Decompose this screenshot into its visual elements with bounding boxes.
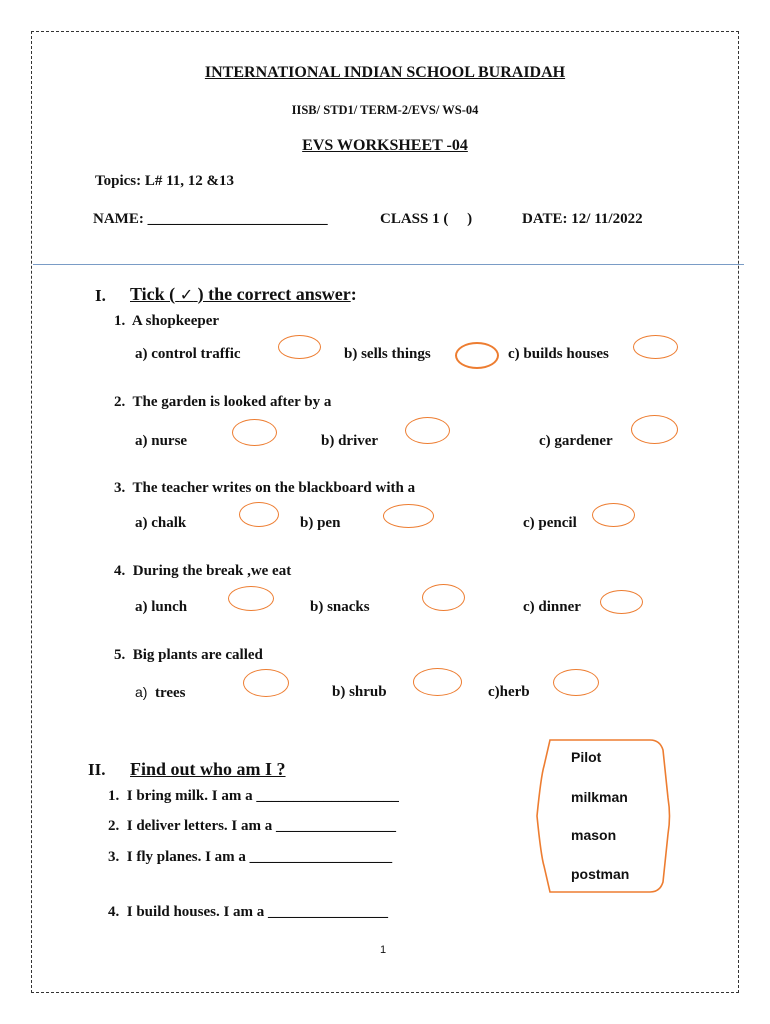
tick-icon: ✓	[179, 285, 194, 304]
question-2: 2. The garden is looked after by a	[114, 394, 332, 410]
question-1: 1. A shopkeeper	[114, 313, 220, 329]
q1-oval-c[interactable]	[633, 335, 678, 359]
q4-oval-c[interactable]	[600, 590, 643, 614]
q3-option-c: c) pencil	[523, 515, 577, 531]
topics: Topics: L# 11, 12 &13	[95, 173, 235, 189]
q5-oval-a[interactable]	[243, 669, 289, 697]
question-5: 5. Big plants are called	[114, 647, 263, 663]
question-4: 4. During the break ,we eat	[114, 563, 292, 579]
q2-option-b: b) driver	[321, 433, 379, 449]
q3-oval-c[interactable]	[592, 503, 635, 527]
fill-item-3[interactable]: 3. I fly planes. I am a ___________________	[108, 849, 393, 865]
q2-oval-a[interactable]	[232, 419, 277, 446]
worksheet-code: IISB/ STD1/ TERM-2/EVS/ WS-04	[291, 103, 479, 117]
section1-title	[130, 284, 357, 305]
question-3: 3. The teacher writes on the blackboard with a	[114, 480, 416, 496]
q5-option-a	[135, 684, 186, 702]
q5-option-a-word: trees	[154, 685, 186, 701]
q3-oval-a[interactable]	[239, 502, 279, 527]
section2-numeral: II.	[88, 760, 106, 779]
word-bank-milkman: milkman	[571, 789, 628, 805]
class-field[interactable]: CLASS 1 ( )	[380, 211, 473, 227]
q3-option-b: b) pen	[300, 515, 341, 531]
name-field[interactable]: NAME: ________________________	[93, 211, 328, 227]
q2-option-c: c) gardener	[539, 433, 613, 449]
word-bank-postman: postman	[571, 866, 630, 882]
section1-numeral: I.	[95, 286, 106, 305]
q1-oval-a[interactable]	[278, 335, 321, 359]
q3-option-a: a) chalk	[135, 515, 187, 531]
word-bank-pilot: Pilot	[571, 749, 602, 765]
q1-option-c: c) builds houses	[508, 346, 609, 362]
section2-title: Find out who am I ?	[130, 759, 286, 779]
q4-option-c: c) dinner	[523, 599, 581, 615]
school-name: INTERNATIONAL INDIAN SCHOOL BURAIDAH	[204, 64, 566, 81]
worksheet-title: EVS WORKSHEET -04	[302, 137, 468, 154]
section1-title-pre: Tick (	[130, 284, 176, 304]
q5-option-b: b) shrub	[332, 684, 387, 700]
q3-oval-b[interactable]	[383, 504, 434, 528]
section1-title-post: ) the correct answer	[197, 284, 351, 304]
q4-oval-a[interactable]	[228, 586, 274, 611]
q2-oval-b[interactable]	[405, 417, 450, 444]
q2-option-a: a) nurse	[135, 433, 188, 449]
q4-option-b: b) snacks	[310, 599, 370, 615]
fill-item-1[interactable]: 1. I bring milk. I am a ___________________	[108, 788, 399, 804]
q4-option-a: a) lunch	[135, 599, 188, 615]
header-divider	[33, 264, 744, 265]
section1-colon: :	[350, 284, 357, 304]
word-bank-mason: mason	[571, 827, 617, 843]
q5-option-c: c)herb	[488, 684, 530, 700]
q4-oval-b[interactable]	[422, 584, 465, 611]
q5-oval-c[interactable]	[553, 669, 599, 696]
q5-oval-b[interactable]	[413, 668, 462, 696]
q1-option-b: b) sells things	[344, 346, 431, 362]
q1-oval-b[interactable]	[455, 342, 499, 369]
date-label: DATE: 12/ 11/2022	[522, 211, 643, 227]
page-number: 1	[380, 944, 387, 956]
fill-item-4[interactable]: 4. I build houses. I am a ________________	[108, 904, 389, 920]
q2-oval-c[interactable]	[631, 415, 678, 444]
fill-item-2[interactable]: 2. I deliver letters. I am a ________________	[108, 818, 397, 834]
q5-option-a-marker: a)	[135, 684, 148, 700]
q1-option-a: a) control traffic	[135, 346, 241, 362]
